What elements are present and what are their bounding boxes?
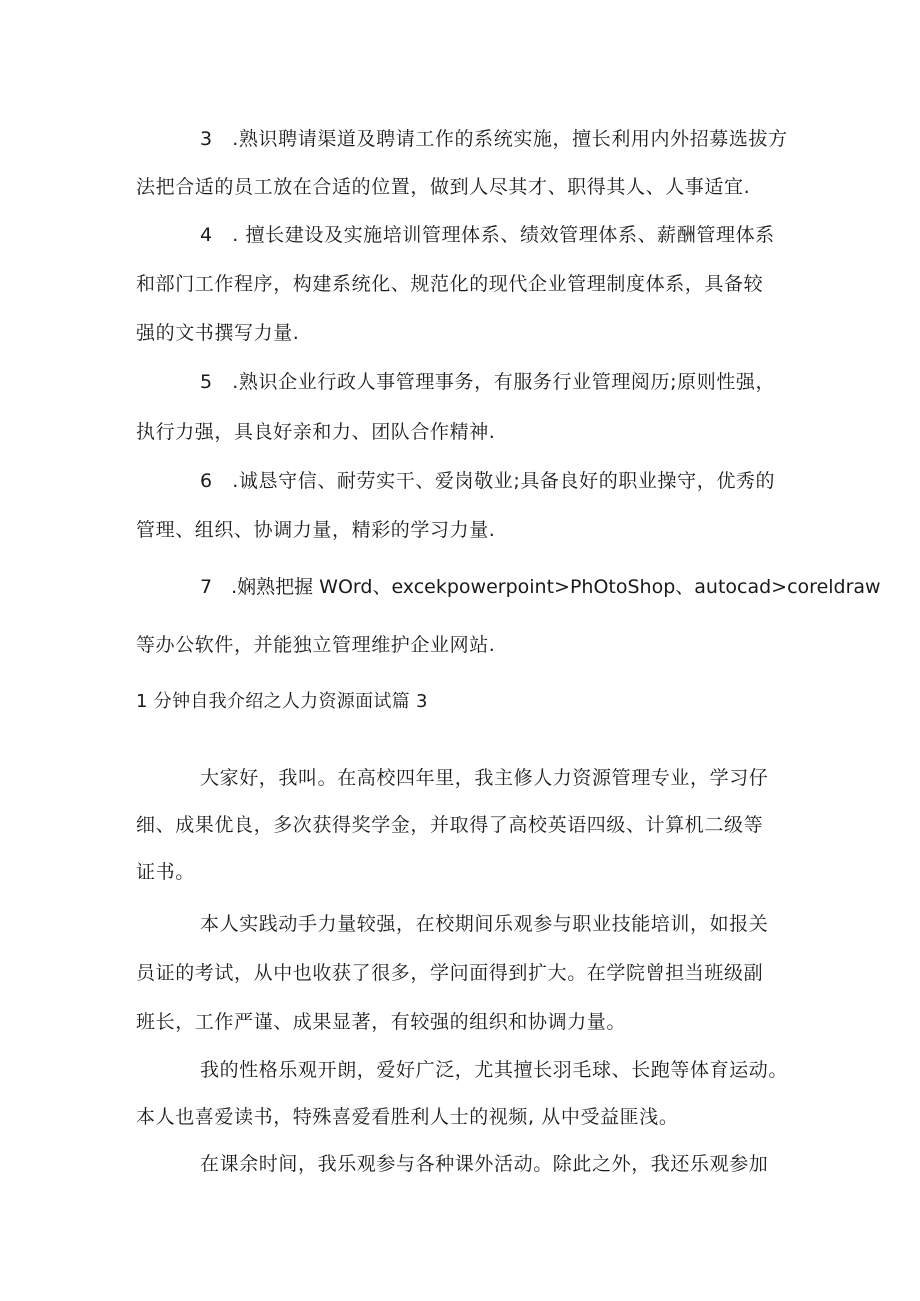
text-line: 大家好，我叫。在高校四年里，我主修人力资源管理专业，学习仔 — [200, 767, 769, 789]
text-line: 执行力强，具良好亲和力、团队合作精神. — [136, 421, 496, 443]
text-line: 和部门工作程序，构建系统化、规范化的现代企业管理制度体系，具备较 — [136, 273, 764, 295]
text-line: 本人实践动手力量较强，在校期间乐观参与职业技能培训，如报关 — [200, 913, 769, 935]
text-line: 强的文书撰写力量. — [136, 322, 300, 344]
text-line: 员证的考试，从中也收获了很多，学问面得到扩大。在学院曾担当班级副 — [136, 962, 764, 984]
text-line: 3 .熟识聘请渠道及聘请工作的系统实施，擅长利用内外招募选拔方 — [200, 128, 788, 150]
text-line: 7 .娴熟把握 WOrd、excekpowerpoint>PhOtoShop、autocad>coreldraw — [200, 576, 881, 598]
text-line: 5 .熟识企业行政人事管理事务，有服务行业管理阅历;原则性强， — [200, 371, 776, 393]
text-line: 我的性格乐观开朗，爱好广泛，尤其擅长羽毛球、长跑等体育运动。 — [200, 1059, 789, 1081]
section-heading: 1 分钟自我介绍之人力资源面试篇 3 — [136, 691, 428, 712]
text-line: 4 . 擅长建设及实施培训管理体系、绩效管理体系、薪酬管理体系 — [200, 224, 775, 246]
text-line: 6 .诚恳守信、耐劳实干、爱岗敬业;具备良好的职业操守，优秀的 — [200, 470, 776, 492]
text-line: 法把合适的员工放在合适的位置，做到人尽其才、职得其人、人事适宜. — [136, 176, 751, 198]
text-line: 班长，工作严谨、成果显著，有较强的组织和协调力量。 — [136, 1011, 627, 1033]
text-line: 管理、组织、协调力量，精彩的学习力量. — [136, 519, 496, 541]
text-line: 证书。 — [136, 861, 195, 883]
text-line: 在课余时间，我乐观参与各种课外活动。除此之外，我还乐观参加 — [200, 1153, 769, 1175]
text-line: 细、成果优良，多次获得奖学金，并取得了高校英语四级、计算机二级等 — [136, 814, 764, 836]
text-line: 本人也喜爱读书，特殊喜爱看胜利人士的视频, 从中受益匪浅。 — [136, 1106, 679, 1128]
text-line: 等办公软件，并能独立管理维护企业网站. — [136, 634, 496, 656]
